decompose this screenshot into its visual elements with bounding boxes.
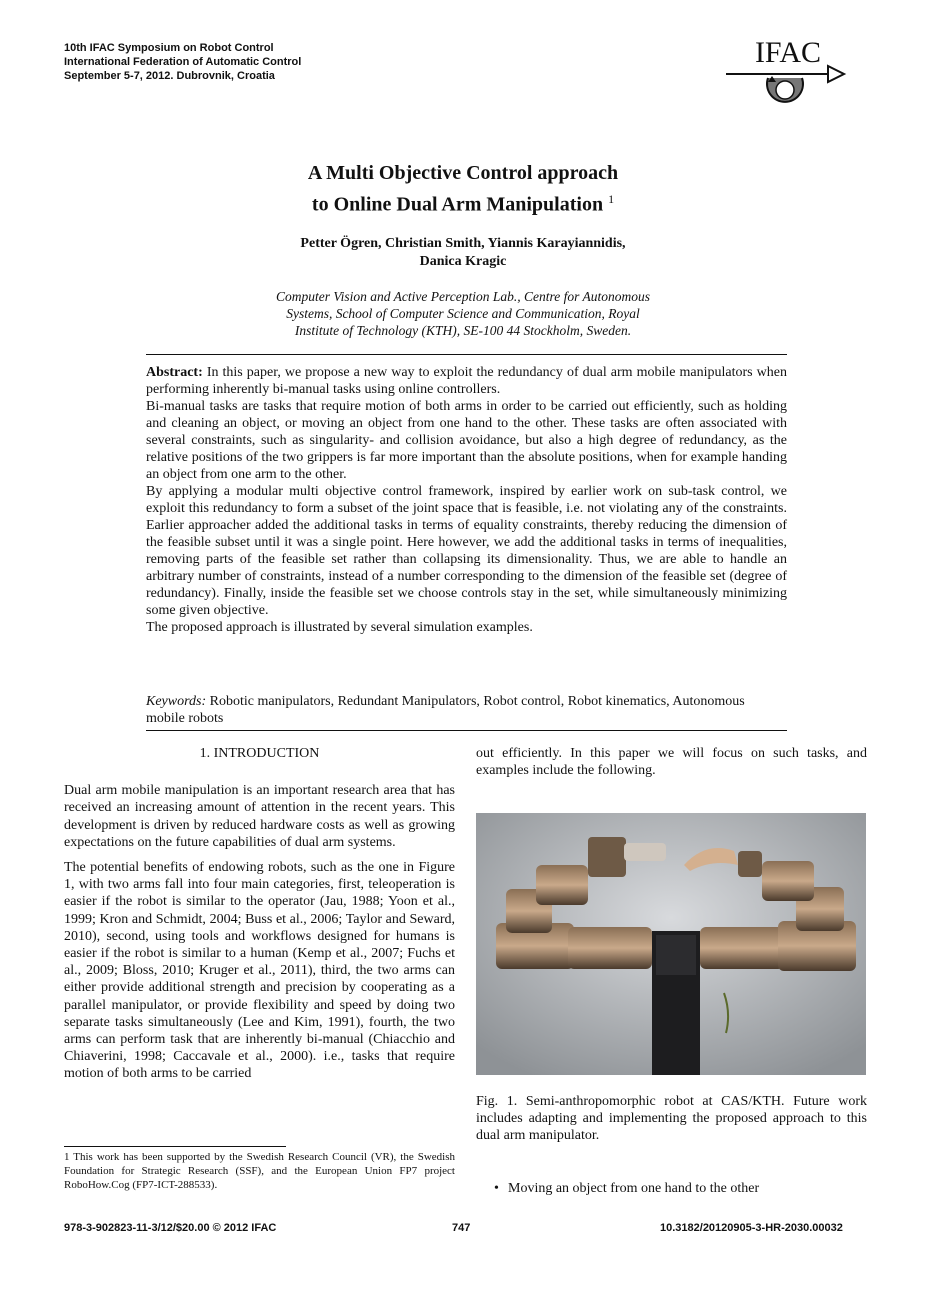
affiliation-line-1: Computer Vision and Active Perception Lab., Centre for Autonomous	[276, 289, 650, 304]
header-line-2: International Federation of Automatic Control	[64, 56, 302, 68]
keywords-text: Robotic manipulators, Redundant Manipulators, Robot control, Robot kinematics, Autonomous mobile robots	[146, 694, 745, 726]
abstract	[146, 364, 787, 636]
paper-title	[0, 160, 926, 218]
robot-photo	[476, 813, 866, 1075]
abstract-paragraph-3: By applying a modular multi objective control framework, inspired by earlier work on sub-task control, we exploit this redundancy to form a subset of the joint space that is feasible, i.e. not violating any of the constraints. Earlier approacher added the additional tasks in terms of equality constraints, thereby reducing the dimension of the feasible subset until it was a single point. Here however, we add the additional tasks in terms of inequalities, removing parts of the feasible set rather than collapsing its dimensionality. Thus, we are able to handle an arbitrary number of constraints, instead of a number corresponding to the dimension of the feasible set (degree of redundancy). Finally, inside the feasible set we choose controls stay in the set, while simultaneously minimizing some given objective.	[146, 484, 787, 618]
keywords	[146, 693, 787, 727]
robot-photo-illustration	[476, 813, 866, 1075]
abstract-top-rule	[146, 354, 787, 355]
authors-line-1: Petter Ögren, Christian Smith, Yiannis Karayiannidis,	[300, 236, 626, 251]
footer-isbn: 978-3-902823-11-3/12/$20.00 © 2012 IFAC	[64, 1222, 277, 1234]
abstract-paragraph-4: The proposed approach is illustrated by several simulation examples.	[146, 620, 533, 635]
list-item: • Moving an object from one hand to the other	[494, 1181, 760, 1196]
footnote: 1 This work has been supported by the Swedish Research Council (VR), the Swedish Foundation for Strategic Research (SSF), and the European Union FP7 project RoboHow.Cog (FP7-ICT-288533).	[64, 1151, 455, 1191]
section-heading-introduction: 1. INTRODUCTION	[199, 746, 320, 761]
ifac-logo-text: IFAC	[754, 36, 822, 69]
footer-doi: 10.3182/20120905-3-HR-2030.00032	[660, 1222, 843, 1234]
figure-1-caption: Fig. 1. Semi-anthropomorphic robot at CAS/KTH. Future work includes adapting and implementing the proposed approach to this dual arm manipulator.	[476, 1094, 867, 1144]
header-line-3: September 5-7, 2012. Dubrovnik, Croatia	[64, 70, 275, 82]
title-line-2: to Online Dual Arm Manipulation $^1$	[311, 192, 615, 216]
footnote-rule	[64, 1146, 286, 1147]
keywords-bottom-rule	[146, 730, 787, 731]
affiliation-line-3: Institute of Technology (KTH), SE-100 44 Stockholm, Sweden.	[294, 323, 632, 338]
author-list	[0, 235, 926, 271]
affiliation-line-2: Systems, School of Computer Science and Communication, Royal	[286, 306, 640, 321]
footer-page-number: 747	[452, 1222, 471, 1234]
abstract-paragraph-1: Abstract: In this paper, we propose a new way to exploit the redundancy of dual arm mobile manipulators when performing inherently bi-manual tasks using online controllers.	[146, 365, 787, 397]
header-line-1: 10th IFAC Symposium on Robot Control	[64, 42, 274, 54]
left-column	[64, 745, 455, 1091]
right-column-continuation: out efficiently. In this paper we will focus on such tasks, and examples include the following.	[476, 746, 867, 779]
conference-header	[64, 41, 301, 83]
authors-line-2: Danica Kragic	[419, 254, 507, 269]
keywords-label: Keywords:	[146, 694, 207, 709]
bullet-dot: •	[494, 1181, 499, 1196]
intro-paragraph-1: Dual arm mobile manipulation is an important research area that has received an increasing amount of attention in the recent years. This development is driven by reduced hardware costs as well as growing expectations on the future capabilities of dual arm systems.	[64, 783, 455, 850]
abstract-label: Abstract:	[146, 365, 203, 380]
abstract-paragraph-2: Bi-manual tasks are tasks that require motion of both arms in order to be carried out efficiently, such as holding and cleaning an object, or moving an object from one hand to the other. These tasks are often associated with several constraints, such as singularity- and collision avoidance, but also a high degree of redundancy, as the relative positions of the two grippers is far more important than the absolute positions, when for example handing an object from one arm to the other.	[146, 399, 787, 482]
intro-paragraph-2: The potential benefits of endowing robots, such as the one in Figure 1, with two arms fall into four main categories, first, teleoperation is easier if the robot is similar to the operator (Jau, 1988; Yoon et al., 1999; Kron and Schmidt, 2004; Buss et al., 2006; Taylor and Seward, 2010), second, using tools and workflows designed for humans is easier if the robot is similar to a human (Kemp et al., 2007; Fuchs et al., 2009; Bloss, 2010; Kruger et al., 2011), third, the two arms can either provide additional strength and precision by cooperating as a parallel manipulator, or provide flexibility and speed by doing two separate tasks simultaneously (Lee and Kim, 1991), fourth, the two arms can perform task that are inherently bi-manual (Chiacchio and Chiaverini, 1998; Caccavale et al., 2000). i.e., tasks that require motion of both arms to be carried	[64, 860, 455, 1082]
affiliation	[0, 288, 926, 339]
ifac-logo	[724, 36, 848, 116]
title-line-1: A Multi Objective Control approach	[307, 162, 619, 184]
title-footnote-mark: 1	[608, 192, 615, 206]
